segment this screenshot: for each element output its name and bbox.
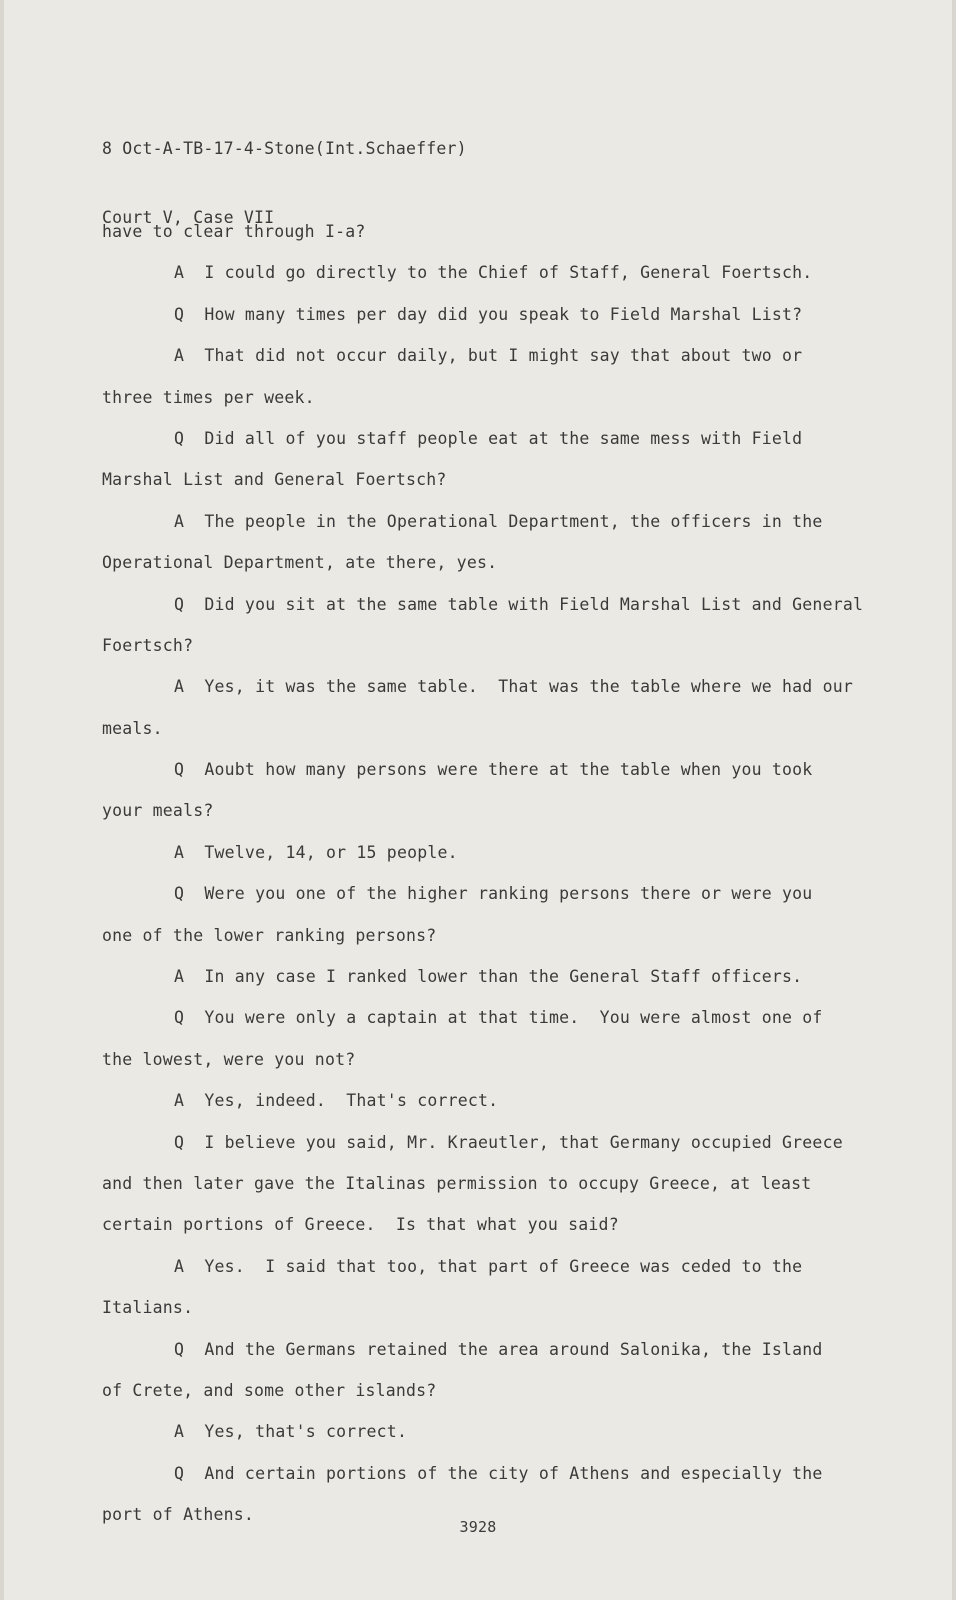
transcript-line: Q You were only a captain at that time. You were almost one of <box>174 1008 823 1028</box>
transcript-line: certain portions of Greece. Is that what you said? <box>102 1215 619 1235</box>
header-line-1: 8 Oct-A-TB-17-4-Stone(Int.Schaeffer) <box>102 139 467 158</box>
transcript-line: A I could go directly to the Chief of Staff, General Foertsch. <box>174 263 813 283</box>
transcript-line: Q Were you one of the higher ranking persons there or were you <box>174 884 813 904</box>
transcript-line: Q Aoubt how many persons were there at the table when you took <box>174 760 813 780</box>
transcript-line: A Yes, that's correct. <box>174 1422 408 1442</box>
transcript-line: Q And the Germans retained the area around Salonika, the Island <box>174 1339 823 1359</box>
transcript-line: Q I believe you said, Mr. Kraeutler, that Germany occupied Greece <box>174 1132 843 1152</box>
transcript-line: Q Did all of you staff people eat at the same mess with Field <box>174 428 803 448</box>
transcript-line: meals. <box>102 718 163 738</box>
transcript-body <box>102 211 902 1536</box>
transcript-line: the lowest, were you not? <box>102 1049 356 1069</box>
transcript-line: Operational Department, ate there, yes. <box>102 553 498 573</box>
transcript-line: A Twelve, 14, or 15 people. <box>174 842 458 862</box>
transcript-line: one of the lower ranking persons? <box>102 925 437 945</box>
transcript-line: Q How many times per day did you speak to Field Marshal List? <box>174 304 803 324</box>
transcript-line: Marshal List and General Foertsch? <box>102 470 447 490</box>
transcript-line: Q Did you sit at the same table with Field Marshal List and General <box>174 594 864 614</box>
transcript-line: three times per week. <box>102 387 315 407</box>
page-number: 3928 <box>459 1518 497 1536</box>
transcript-line: and then later gave the Italinas permission to occupy Greece, at least <box>102 1173 812 1193</box>
transcript-line: have to clear through I-a? <box>102 222 366 241</box>
transcript-line: A Yes, it was the same table. That was the table where we had our <box>174 677 853 697</box>
transcript-line: Foertsch? <box>102 635 194 655</box>
transcript-line: A The people in the Operational Department, the officers in the <box>174 511 823 531</box>
transcript-line: Q And certain portions of the city of Athens and especially the <box>174 1463 823 1483</box>
transcript-line: Italians. <box>102 1298 194 1318</box>
transcript-line: A Yes. I said that too, that part of Greece was ceded to the <box>174 1256 803 1276</box>
transcript-line: A In any case I ranked lower than the General Staff officers. <box>174 967 803 987</box>
header-line-2: Court V, Case VII <box>102 208 275 227</box>
transcript-line: of Crete, and some other islands? <box>102 1380 437 1400</box>
transcript-line: A Yes, indeed. That's correct. <box>174 1091 499 1111</box>
transcript-line: port of Athens. <box>102 1505 255 1525</box>
document-page <box>4 0 952 1600</box>
transcript-line: your meals? <box>102 801 214 821</box>
transcript-line: A That did not occur daily, but I might say that about two or <box>174 346 803 366</box>
